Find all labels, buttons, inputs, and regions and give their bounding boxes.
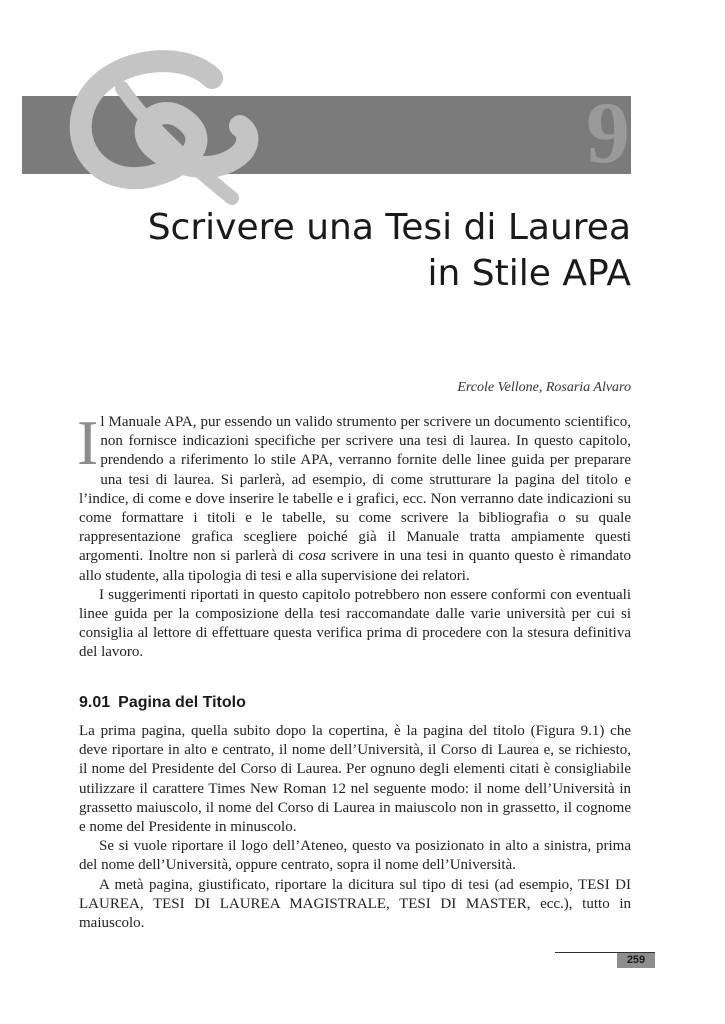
section-text bbox=[79, 722, 631, 933]
chapter-title-line-2: in Stile APA bbox=[427, 253, 631, 294]
section-paragraph-2: Se si vuole riportare il logo dell’Ateneo, questo va posizionato in alto a sinistra, prima del nome dell’Università, oppure centrato, sopra il nome dell’Università. bbox=[79, 838, 631, 874]
ampersand-ornament-icon bbox=[62, 48, 262, 208]
chapter-authors: Ercole Vellone, Rosaria Alvaro bbox=[457, 380, 631, 395]
section-heading bbox=[79, 694, 246, 712]
chapter-number: 9 bbox=[586, 85, 630, 182]
drop-cap: I bbox=[77, 407, 99, 478]
intro-paragraph-1: Il Manuale APA, pur essendo un valido strumento per scrivere un documento scientifico, non fornisce indicazioni specifiche per scrivere una tesi di laurea. In questo capitolo, prendendo a riferimento lo stile APA, verranno fornite delle linee guida per preparare una tesi di laurea. Si parlerà, ad esempio, di come strutturare la pagina del titolo e l’indice, di come e dove inserire le tabelle e i grafici, ecc. Non verranno date indicazioni su come formattare i titoli e le tabelle, su come scrivere la bibliografia o su quale rappresentazione grafica scegliere poiché già il Manuale tratta ampiamente questi argomenti. Inoltre non si parlerà di cosa scrivere in una tesi in quanto questo è rimandato allo studente, alla tipologia di tesi e alla supervisione dei relatori. bbox=[77, 407, 631, 584]
section-paragraph-1: La prima pagina, quella subito dopo la copertina, è la pagina del titolo (Figura 9.1) che deve riportare in alto e centrato, il nome dell’Università, il Corso di Laurea e, se richiesto, il nome del Presidente del Corso di Laurea. Per ognuno degli elementi citati è consigliabile utilizzare il carattere Times New Roman 12 nel seguente modo: il nome dell’Università in grassetto maiuscolo, il nome del Corso di Laurea in maiuscolo non in grassetto, il cognome e nome del Presidente in minuscolo. bbox=[79, 723, 631, 836]
section-title: Pagina del Titolo bbox=[118, 694, 246, 711]
intro-text bbox=[77, 407, 631, 663]
page-number: 259 bbox=[617, 953, 655, 968]
chapter-title-line-1: Scrivere una Tesi di Laurea bbox=[147, 207, 631, 248]
section-paragraph-3: A metà pagina, giustificato, riportare la dicitura sul tipo di tesi (ad esempio, TESI DI LAUREA, TESI DI LAUREA MAGISTRALE, TESI DI MASTER, ecc.), tutto in maiuscolo. bbox=[79, 876, 631, 932]
section-number: 9.01 bbox=[79, 694, 111, 711]
intro-paragraph-2: I suggerimenti riportati in questo capitolo potrebbero non essere conformi con eventuali linee guida per la composizione della tesi raccomandate dalle varie università per cui si consiglia al lettore di effettuare questa verifica prima di procedere con la stesura definitiva del lavoro. bbox=[79, 586, 631, 661]
chapter-title bbox=[71, 205, 631, 297]
